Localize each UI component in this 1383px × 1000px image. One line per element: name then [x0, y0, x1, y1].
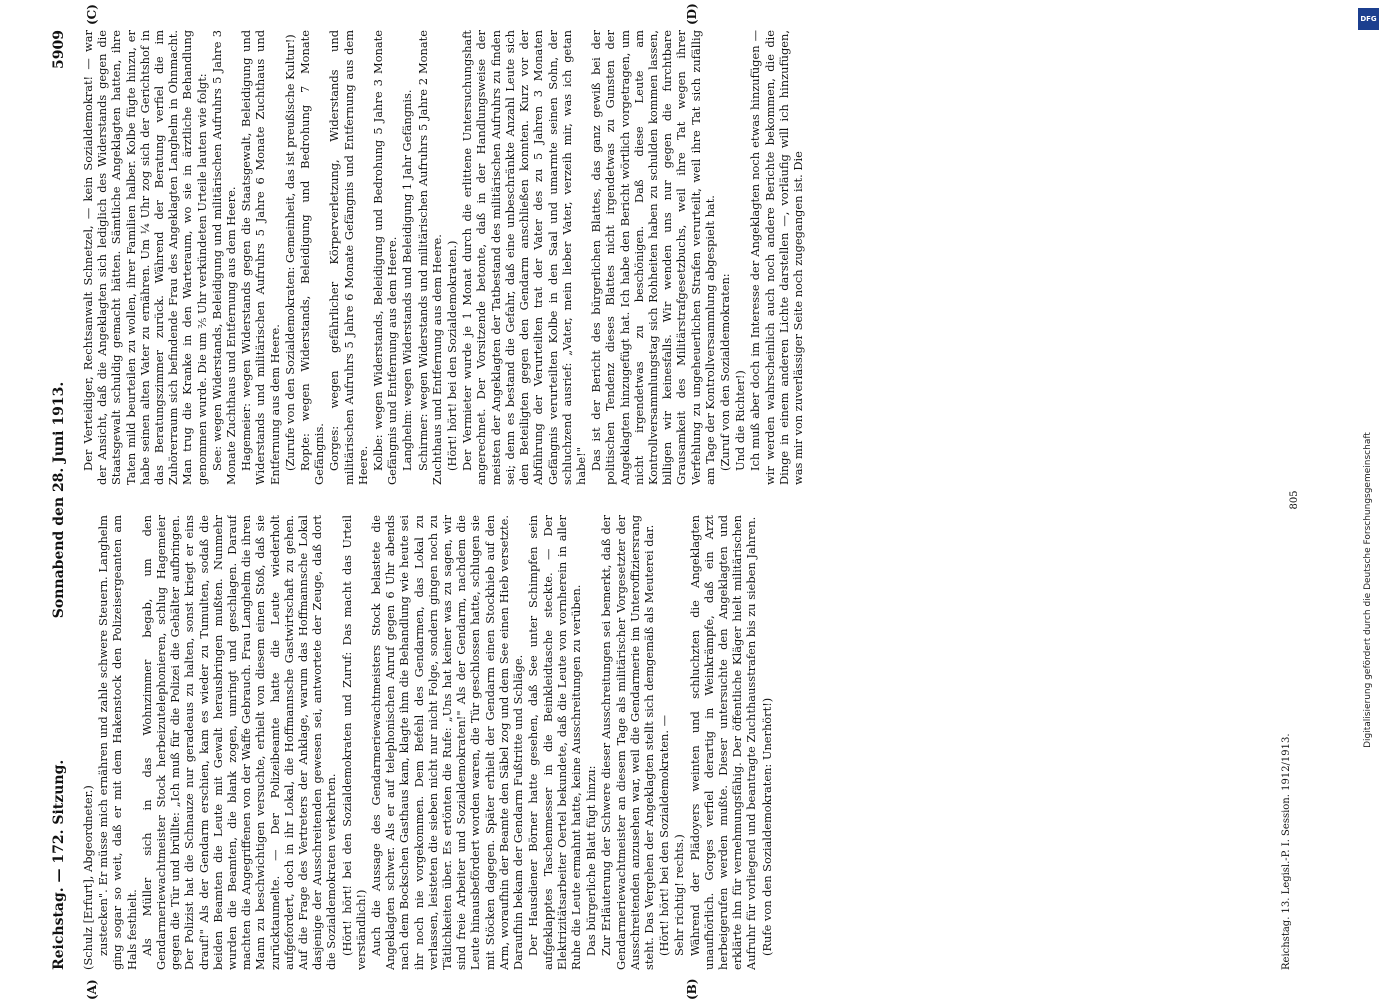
right-column — [81, 30, 1266, 485]
running-header — [51, 30, 73, 970]
right-paragraph: Ropte: wegen Widerstands, Beleidigung und Bedrohung 7 Monate Gefängnis. — [298, 30, 327, 485]
left-column — [81, 515, 1266, 970]
left-paragraph: Sehr richtig! rechts.) — [672, 834, 687, 956]
left-paragraph: (Rufe von den Sozialdemokraten: Unerhört!) — [759, 697, 774, 956]
left-paragraph: Der Hausdiener Börner hatte gesehen, daß See unter Schimpfen sein aufgeklapptes Taschenmesser in die Beinkleidtasche steckte. — Der Elektrizitätsarbeiter Oertel bekundete, daß die Leute von vornherein in aller Ruhe die Leute ermahnt hatte, keine Ausschreitungen zu verüben. — [526, 515, 583, 970]
margin-marker-a: (A) — [85, 979, 99, 1000]
left-paragraph: Zur Erläuterung der Schwere dieser Ausschreitungen sei bemerkt, daß der Gendarmeriewachtmeister an diesem Tage als militärischer Vorgesetzter der Ausschreitenden anzusehen war, weil die Gendarmerie im Unteroffiziersrang steht. Das Vergehen der Angeklagten stellt sich demgemäß als Meuterei dar. — [599, 515, 656, 970]
left-paragraph: (Hört! hört! bei den Sozialdemokraten. — — [657, 714, 672, 956]
left-paragraph: zustecken". Er müsse mich ernähren und zahle schwere Steuern. Langhelm ging sogar so weit, daß er mit dem Hakenstock den Polizeisergeanten am Hals festhielt. — [96, 515, 139, 970]
right-paragraph: Langhelm: wegen Widerstands und Beleidigung 1 Jahr Gefängnis. — [400, 89, 415, 471]
dfg-logo: DFG — [1358, 8, 1379, 30]
funding-notice: Digitalisierung gefördert durch die Deutsche Forschungsgemeinschaft — [1363, 432, 1373, 748]
right-paragraph: (Hört! hört! bei den Sozialdemokraten.) — [445, 240, 460, 471]
right-paragraph: See: wegen Widerstands, Beleidigung und militärischen Aufruhrs 5 Jahre 3 Monate Zuchthaus und Entfernung aus dem Heere. — [209, 30, 239, 485]
left-paragraph: Das bürgerliche Blatt fügt hinzu: — [584, 765, 599, 956]
right-paragraph: Das ist der Bericht des bürgerlichen Blattes, das ganz gewiß bei der politischen Tendenz dieses Blattes nicht irgendetwas zu Gunsten der Angeklagten hinzugefügt hat. Ich habe den Bericht wörtlich vorgetragen, um nicht irgendetwas zu beschönigen. Daß diese Leute am Kontrollversammlungstag sich Rohheiten haben zu schulden kommen lassen, billigen wir keinesfalls. Wir wenden uns nur gegen die furchtbare Grausamkeit des Militärstrafgesetzbuchs, weil ihre Tat wegen ihrer Verfehlung zu ungeheuerlichen Strafen verurteilt, weil ihre Tat sich zufällig am Tage der Kontrollversammlung abgespielt hat. — [589, 30, 717, 485]
right-paragraph: (Zurufe von den Sozialdemokraten: Gemeinheit, das ist preußische Kultur!) — [282, 34, 297, 471]
right-paragraph: Der Vermieter wurde je 1 Monat durch die erlittene Untersuchungshaft angerechnet. Der Vorsitzende betonte, daß in der Handlungsweise der meisten der Angeklagten der Tatbestand des militärischen Aufruhrs zu finden sei; denn es bestand die Gefahr, daß eine unbeschränkte Anzahl Leute sich den Beteiligten gegen den Gendarm anschließen konnten. Kurz vor der Abführung der Verurteilten trat der Vater des zu 5 Jahren 3 Monaten Gefängnis verurteilten Kolbe in den Saal und umarmte seinen Sohn, der schluchzend ausrief: „Vater, mein lieber Vater, verzeih mir, was ich getan habe!" — [460, 30, 588, 485]
left-paragraph: (Hört! hört! bei den Sozialdemokraten und Zuruf: Das macht das Urteil verständlich!) — [339, 515, 368, 970]
right-paragraph: (Zuruf von den Sozialdemokraten: — [717, 273, 732, 471]
margin-marker-d: (D) — [685, 3, 699, 25]
footer-session: Reichstag. 13. Legisl.-P. I. Session. 1912/1913. — [1281, 733, 1292, 970]
right-paragraph: Und die Richter!) — [733, 370, 748, 471]
header-center: Sonnabend den 28. Juni 1913. — [51, 381, 67, 619]
margin-marker-c: (C) — [85, 4, 99, 25]
digitization-sidebar — [1354, 0, 1383, 1000]
margin-marker-b: (B) — [685, 978, 699, 1000]
right-paragraph: Schirmer: wegen Widerstands und militärischen Aufruhrs 5 Jahre 2 Monate Zuchthaus und Entfernung aus dem Heere. — [415, 30, 444, 485]
left-paragraph: Auch die Aussage des Gendarmeriewachtmeisters Stock belastete die Angeklagten schwer. Als er auf telephonischen Anruf gegen 6 Uhr abends nach dem Bockschen Gasthaus kam, klagte ihm die Behandlung wie heute sei ihr noch nie vorgekommen. Dem Befehl des Gendarmen, das Lokal zu verlassen, leisteten die sieben nicht nur nicht Folge, sondern gingen noch zu Tätlichkeiten über. Es ertönten die Rufe: „Uns hat keiner was zu sagen, wir sind freie Arbeiter und Sozialdemokraten!" Als der Gendarm, nachdem die Leute hinausbefördert worden waren, die Tür geschlossen hatte, schlugen sie mit Stöcken dagegen. Später erhielt der Gendarm einen Stockhieb auf den Arm, woraufhin der Beamte den Säbel zog und dem See einen Hieb versetzte. Daraufhin bekam der Gendarm Fußtritte und Schläge. — [369, 515, 526, 970]
footer-sheet-number: 805 — [1289, 490, 1300, 510]
header-left: Reichstag. — 172. Sitzung. — [51, 759, 67, 970]
left-paragraph: (Schulz [Erfurt], Abgeordneter.) — [81, 785, 95, 970]
left-paragraph: Während der Plädoyers weinten und schluchzten die Angeklagten unaufhörlich. Gorges verfiel derartig in Weinkrämpfe, daß ein Arzt herbeigerufen werden mußte. Dieser untersuchte den Angeklagten und erklärte ihn für vernehmungsfähig. Der öffentliche Kläger hielt militärischen Aufruhr für vorliegend und beantragte Zuchthausstrafen bis zu sieben Jahren. — [687, 515, 759, 970]
right-paragraph: Gorges: wegen gefährlicher Körperverletzung, Widerstands und militärischen Aufruhrs 5 Jahre 6 Monate Gefängnis und Entfernung aus dem Heere. — [327, 30, 370, 485]
right-paragraph: Ich muß aber doch im Interesse der Angeklagten noch etwas hinzufügen — wir werden wahrscheinlich auch noch andere Berichte bekommen, die die Dinge in einem anderen Lichte darstellen —, vorläufig will ich hinzufügen, was mir von zuverlässiger Seite noch zugegangen ist. Die — [748, 30, 805, 485]
right-paragraph: Der Verteidiger, Rechtsanwalt Schnetzel, — kein Sozialdemokrat! — war der Ansicht, daß die Angeklagten sich lediglich des Widerstands gegen die Staatsgewalt schuldig gemacht hätten. Sämtliche Angeklagten hatten, ihre Taten mild beurteilen zu wollen, ihrer Familien halber. Kolbe fügte hinzu, er habe seinen alten Vater zu ernähren. Um ¼ Uhr zog sich der Gerichtshof in das Beratungszimmer zurück. Während der Beratung verfiel die im Zuhörerraum sich befindende Frau des Angeklagten Langhelm in Ohnmacht. Man trug die Kranke in den Warteraum, wo sie in ärztliche Behandlung genommen wurde. Die um ⅖ Uhr verkündeten Urteile lauten wie folgt: — [81, 30, 209, 485]
rotated-page-content — [45, 3, 1335, 1000]
left-paragraph: Als Müller sich in das Wohnzimmer begab, um den Gendarmeriewachtmeister Stock herbeizutelephonieren, schlug Hagemeier gegen die Tür und brüllte: „Ich muß für die Polizei die Gehälter aufbringen. Der Polizist hat die Schnauze nur geradeaus zu halten, sonst kriegt er eins drauf!" Als der Gendarm erschien, kam es wieder zu Tumulten, sodaß die beiden Beamten die Leute mit Gewalt herausbringen mußten. Nunmehr wurden die Beamten, die blank zogen, umringt und geschlagen. Darauf machten die Angegriffenen von der Waffe Gebrauch. Frau Langhelm die ihren Mann zu beschwichtigen versuchte, erhielt von diesem einen Stoß, daß sie zurücktaumelte. — Der Polizeibeamte hatte die Leute wiederholt aufgefordert, doch in ihr Lokal, die Hoffmannsche Gastwirtschaft zu gehen. Auf die Frage des Vertreters der Anklage, warum das Hoffmannsche Lokal dasjenige der Ausschreitenden gewesen sei, antwortete der Zeuge, daß dort die Sozialdemokraten verkehrten. — [139, 515, 339, 970]
page-number: 5909 — [51, 30, 67, 69]
right-paragraph: Hagemeier: wegen Widerstands gegen die Staatsgewalt, Beleidigung und Widerstands und militärischen Aufruhrs 5 Jahre 6 Monate Zuchthaus und Entfernung aus dem Heere. — [239, 30, 282, 485]
right-paragraph: Kolbe: wegen Widerstands, Beleidigung und Bedrohung 5 Jahre 3 Monate Gefängnis und Entfernung aus dem Heere. — [371, 30, 400, 485]
